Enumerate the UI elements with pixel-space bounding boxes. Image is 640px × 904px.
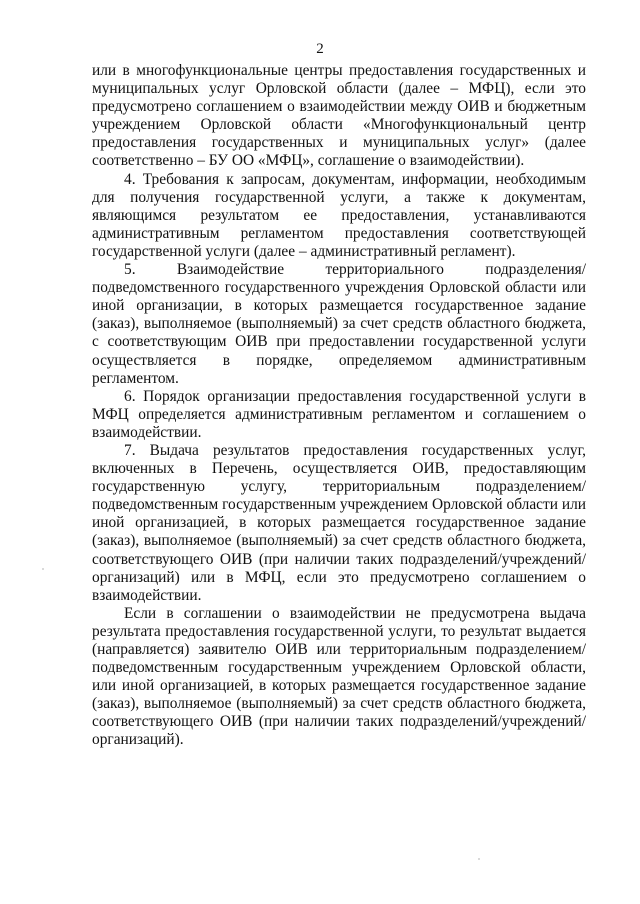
paragraph-item-7: 7. Выдача результатов предоставления государственных услуг, включенных в Перечень, осуществляется ОИВ, предоставляющим государственную услугу, территориальным подразделением/ подведомственным государственным учреждением Орловской области или иной организацией, в которых размещается государственное задание (заказ), выполняемое (выполняемый) за счет средств областного бюджета, соответствующего ОИВ (при наличии таких подразделений/учреждений/ организаций) или в МФЦ, если это предусмотрено соглашением о взаимодействии.	[92, 441, 586, 604]
paragraph-item-7-continued: Если в соглашении о взаимодействии не предусмотрена выдача результата предоставления государственной услуги, то результат выдается (направляется) заявителю ОИВ или территориальным подразделением/подведомственным государственным учреждением Орловской области, или иной организацией, в которых размещается государственное задание (заказ), выполняемое (выполняемый) за счет средств областного бюджета, соответствующего ОИВ (при наличии таких подразделений/учреждений/организаций).	[92, 604, 586, 749]
paragraph-item-4: 4. Требования к запросам, документам, информации, необходимым для получения государственной услуги, а также к документам, являющимся результатом ее предоставления, устанавливаются административным регламентом предоставления соответствующей государственной услуги (далее – административный регламент).	[92, 170, 586, 260]
paragraph-item-5: 5. Взаимодействие территориального подразделения/ подведомственного государственного учреждения Орловской области или иной организации, в которых размещается государственное задание (заказ), выполняемое (выполняемый) за счет средств областного бюджета, с соответствующим ОИВ при предоставлении государственной услуги осуществляется в порядке, определяемом административным регламентом.	[92, 261, 586, 387]
page-number: 2	[316, 41, 324, 57]
paragraph-continuation: или в многофункциональные центры предоставления государственных и муниципальных услуг Орловской области (далее – МФЦ), если это предусмотрено соглашением о взаимодействии между ОИВ и бюджетным учреждением Орловской области «Многофункциональный центр предоставления государственных и муниципальных услуг» (далее соответственно – БУ ОО «МФЦ», соглашение о взаимодействии).	[92, 62, 586, 170]
scan-speck	[478, 858, 480, 860]
scan-speck	[42, 568, 44, 570]
paragraph-item-6: 6. Порядок организации предоставления государственной услуги в МФЦ определяется административным регламентом и соглашением о взаимодействии.	[92, 387, 586, 441]
document-body	[92, 62, 586, 750]
